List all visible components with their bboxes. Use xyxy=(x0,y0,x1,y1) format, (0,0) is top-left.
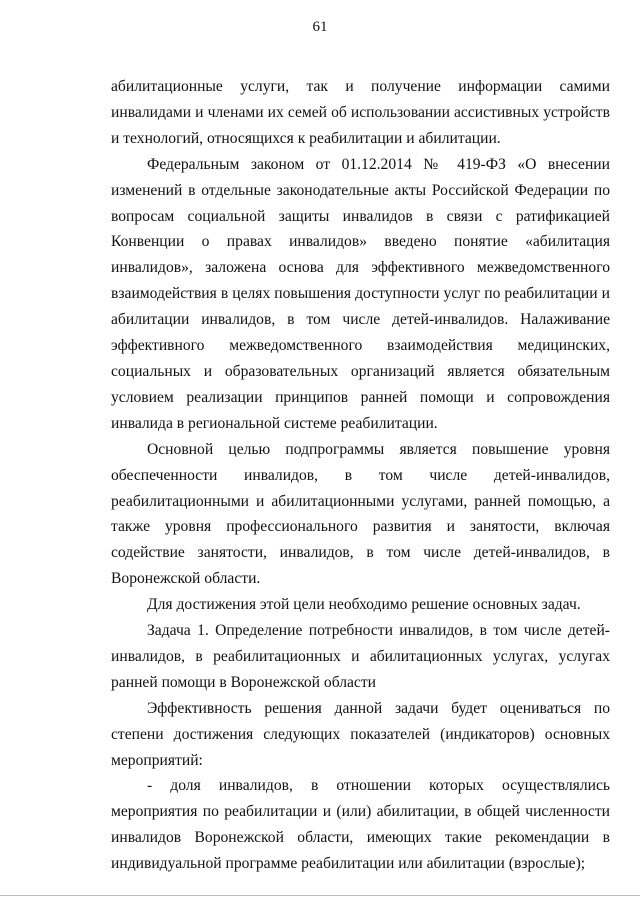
paragraph-effectiveness: Эффективность решения данной задачи будет оцениваться по степени достижения следующих показателей (индикаторов) основных мероприятий: xyxy=(111,699,610,769)
paragraph-indicator: - доля инвалидов, в отношении которых осуществлялись мероприятия по реабилитации и (или) абилитации, в общей численности инвалидов Воронежской области, имеющих такие рекомендации в индивидуальной программе реабилитации или абилитации (взрослые); xyxy=(111,777,610,873)
paragraph-continuation: абилитационные услуги, так и получение информации самими инвалидами и членами их семей об использовании ассистивных устройств и технологий, относящихся к реабилитации и абилитации. xyxy=(111,78,610,147)
paragraph-task-1: Задача 1. Определение потребности инвалидов, в том числе детей-инвалидов, в реабилитационных и абилитационных услугах, услугах ранней помощи в Воронежской области xyxy=(111,622,610,691)
page-bottom-edge xyxy=(0,895,640,896)
paragraph-federal-law: Федеральным законом от 01.12.2014 № 419-ФЗ «О внесении изменений в отдельные законодательные акты Российской Федерации по вопросам социальной защиты инвалидов в связи с ратификацией Конвенции о правах инвалидов» введено понятие «абилитация инвалидов», заложена основа для эффективного межведомственного взаимодействия в целях повышения доступности услуг по реабилитации и абилитации инвалидов, в том числе детей-инвалидов. Налаживание эффективного межведомственного взаимодействия медицинских, социальных и образовательных организаций является обязательным условием реализации принципов ранней помощи и сопровождения инвалида в региональной системе реабилитации. xyxy=(111,155,610,432)
page-number: 61 xyxy=(312,19,328,35)
paragraph-tasks-intro: Для достижения этой цели необходимо решение основных задач. xyxy=(147,596,581,614)
paragraph-main-goal: Основной целью подпрограммы является повышение уровня обеспеченности инвалидов, в том числе детей-инвалидов, реабилитационными и абилитационными услугами, ранней помощью, а также уровня профессионального развития и занятости, включая содействие занятости, инвалидов, в том числе детей-инвалидов, в Воронежской области. xyxy=(111,440,610,588)
document-body xyxy=(111,74,610,877)
